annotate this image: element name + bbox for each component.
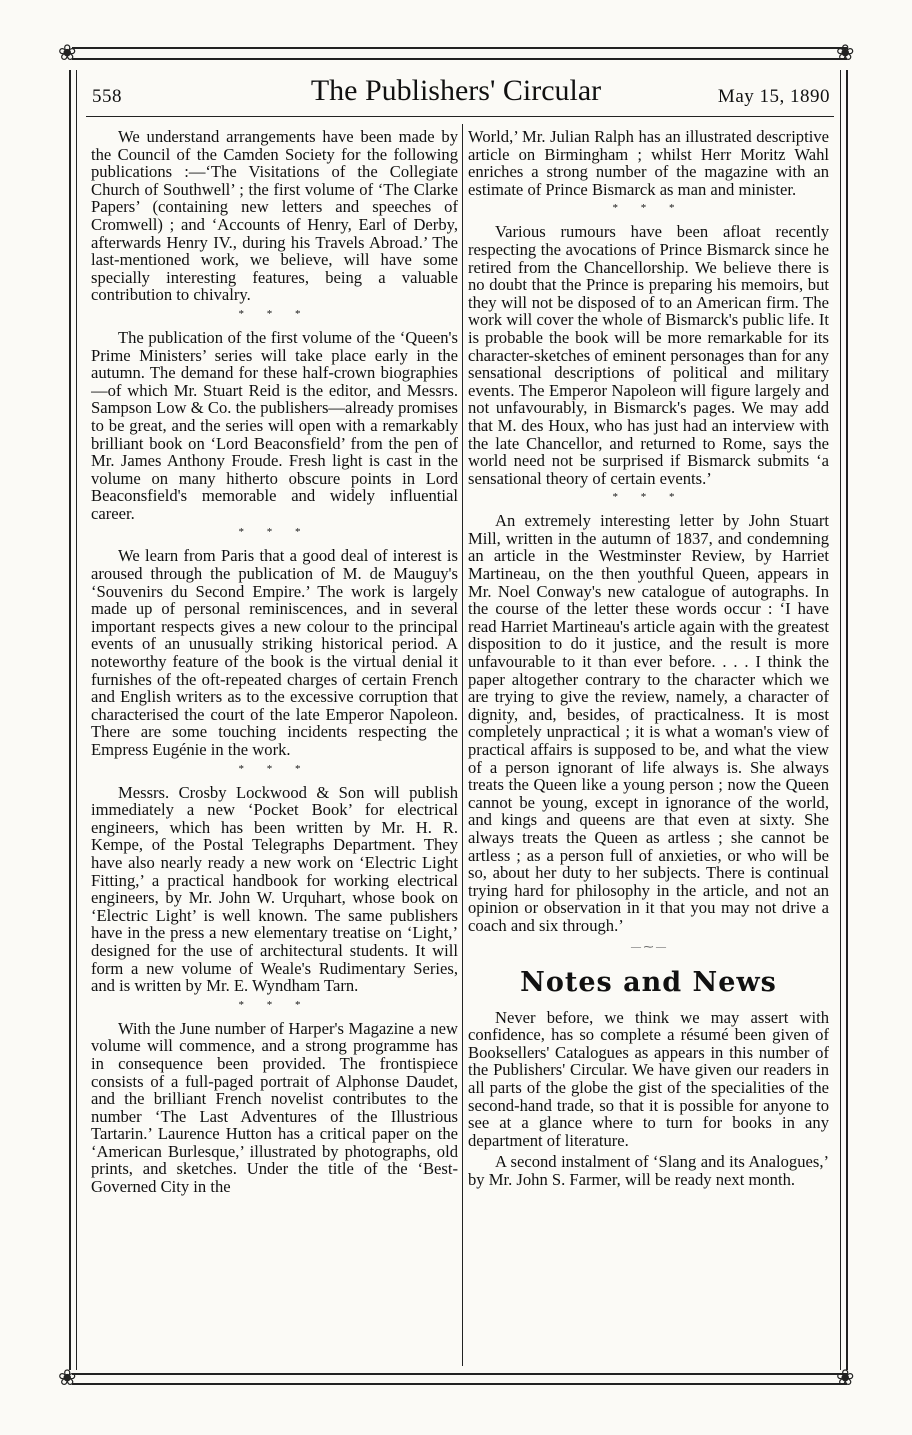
top-border-rule-outer bbox=[72, 47, 847, 49]
section-separator: * * * bbox=[612, 491, 685, 504]
paragraph-harpers-magazine: With the June number of Harper's Magazine a new volume will commence, and a strong programme has in consequence been provided. The frontispiece consists of a full-paged portrait of Alphonse Daudet, and the brilliant French novelist contributes to the number ‘The Last Adventures of the Illustrious Tartarin.’ Laurence Hutton has a critical paper on the ‘American Burlesque,’ illustrated by photographs, old prints, and sketches. Under the title of the ‘Best-Governed City in the bbox=[91, 1018, 458, 1197]
right-border-rule-outer bbox=[846, 70, 848, 1370]
paragraph-second-empire: We learn from Paris that a good deal of interest is aroused through the publication of M. de Mauguy's ‘Souvenirs du Second Empire.’ The work is largely made up of personal reminiscences, and in several important respects gives a new colour to the principal events of an unusually striking historical period. A noteworthy feature of the book is the virtual denial it furnishes of the oft-repeated charges of certain French and English writers as to the excessive corruption that characterised the court of the late Emperor Napoleon. There are some touching incidents respecting the Empress Eugénie in the work. bbox=[91, 546, 458, 759]
section-separator: * * * bbox=[238, 762, 311, 775]
top-border-rule-inner bbox=[72, 58, 847, 60]
paragraph-mill-letter: An extremely interesting letter by John Stuart Mill, written in the autumn of 1837, and condemning an article in the Westminster Review, by Harriet Martineau, on the then youthful Queen, appears in Mr. Noel Conway's new catalogue of autographs. In the course of the letter these words occur : ‘I have read Harriet Martineau's article again with the greatest disposition to do it justice, and the result is more unfavourable to it than ever before. . . . I think the paper altogether contrary to the character which we are trying to give the review, namely, a character of dignity, and, besides, of practicalness. It is most completely unpractical ; it is what a woman's view of practical affairs is supposed to be, and what the view of a person ignorant of life always is. She always treats the Queen like a young person ; now the Queen cannot be young, except in ignorance of the world, and kings and queens are that even at sixty. She always treats the Queen as artless ; she cannot be artless ; as a person full of anxieties, or who will be so, about her duty to her subjects. There is continual trying hard for philosophy in the article, and not an opinion or observation in it that you may not drive a coach and six through.’ bbox=[468, 511, 829, 935]
corner-ornament-bottom-right-icon: ❀ bbox=[836, 1366, 855, 1391]
paragraph-booksellers-catalogues: Never before, we think we may assert with confidence, has so complete a résumé been given of Booksellers' Catalogues as appears in this number of the Publishers' Circular. We have given our readers in all parts of the globe the gist of the specialities of the second-hand trade, so that it is possible for anyone to see at a glance where to turn for books in any department of literature. bbox=[468, 1007, 829, 1150]
section-heading-notes-and-news: Notes and News bbox=[520, 966, 777, 998]
paragraph-bismarck-memoirs: Various rumours have been afloat recently respecting the avocations of Prince Bismarck since he retired from the Chancellorship. We believe there is no doubt that the Prince is preparing his memoirs, but they will not be disposed of to an American firm. The work will cover the whole of Bismarck's public life. It is probable the book will be more remarkable for its character-sketches of eminent personages than for any sensational descriptions of political and military events. The Emperor Napoleon will figure largely and not unfavourably, in Bismarck's pages. We may add that M. des Houx, who has just had an interview with the late Chancellor, and returned to Rome, says the world need not be surprised if Bismarck submits ‘a sensational theory of certain events.’ bbox=[468, 222, 829, 488]
header-rule bbox=[86, 116, 834, 117]
section-separator: * * * bbox=[238, 998, 311, 1011]
page-title: The Publishers' Circular bbox=[310, 74, 602, 107]
left-border-rule-inner bbox=[76, 70, 77, 1370]
section-separator: * * * bbox=[238, 307, 311, 320]
issue-date: May 15, 1890 bbox=[717, 86, 830, 107]
corner-ornament-top-left-icon: ❀ bbox=[58, 41, 77, 66]
bottom-border-rule-inner bbox=[72, 1383, 847, 1385]
paragraph-camden-society: We understand arrangements have been made by the Council of the Camden Society for the following publications :—‘The Visitations of the Collegiate Church of Southwell’ ; the first volume of ‘The Clarke Papers’ (containing new letters and speeches of Cromwell) ; and ‘Accounts of Henry, Earl of Derby, afterwards Henry IV., during his Travels Abroad.’ The last-mentioned work, we believe, will have some specially interesting features, being a valuable contribution to chivalry. bbox=[91, 128, 458, 305]
corner-ornament-bottom-left-icon: ❀ bbox=[58, 1366, 77, 1391]
paragraph-queens-prime-ministers: The publication of the first volume of the ‘Queen's Prime Ministers’ series will take place early in the autumn. The demand for these half-crown biographies—of which Mr. Stuart Reid is the editor, and Messrs. Sampson Low & Co. the publishers—already promises to be great, and the series will open with a remarkably brilliant book on ‘Lord Beaconsfield’ from the pen of Mr. James Anthony Froude. Fresh light is cast in the volume on many hitherto obscure points in Lord Beaconsfield's memorable and widely influential career. bbox=[91, 327, 458, 523]
column-divider bbox=[462, 124, 463, 1366]
paragraph-harpers-continuation: World,’ Mr. Julian Ralph has an illustrated descriptive article on Birmingham ; whilst Herr Moritz Wahl enriches a strong number of the magazine with an estimate of Prince Bismarck as man and minister. bbox=[468, 128, 829, 199]
page-number: 558 bbox=[92, 86, 122, 107]
corner-ornament-top-right-icon: ❀ bbox=[836, 41, 855, 66]
section-separator: * * * bbox=[612, 202, 685, 215]
paragraph-crosby-lockwood: Messrs. Crosby Lockwood & Son will publish immediately a new ‘Pocket Book’ for electrical engineers, which has been written by Mr. H. R. Kempe, of the Postal Telegraphs Department. They have also nearly ready a new work on ‘Electric Light Fitting,’ a practical handbook for working electrical engineers, by Mr. John W. Urquhart, whose book on ‘Electric Light’ is well known. The same publishers have in the press a new elementary treatise on ‘Light,’ designed for the use of architectural students. It will form a new volume of Weale's Rudimentary Series, and is written by Mr. E. Wyndham Tarn. bbox=[91, 782, 458, 996]
right-column bbox=[468, 128, 829, 1368]
paragraph-slang-analogues: A second instalment of ‘Slang and its Analogues,’ by Mr. John S. Farmer, will be ready next month. bbox=[468, 1152, 829, 1189]
left-column bbox=[91, 128, 458, 1368]
section-separator: * * * bbox=[238, 526, 311, 539]
bottom-border-rule-outer bbox=[72, 1373, 847, 1375]
flourish-divider: — ⁓ — bbox=[631, 941, 666, 953]
left-border-rule-outer bbox=[69, 70, 71, 1370]
right-border-rule-inner bbox=[840, 70, 841, 1370]
